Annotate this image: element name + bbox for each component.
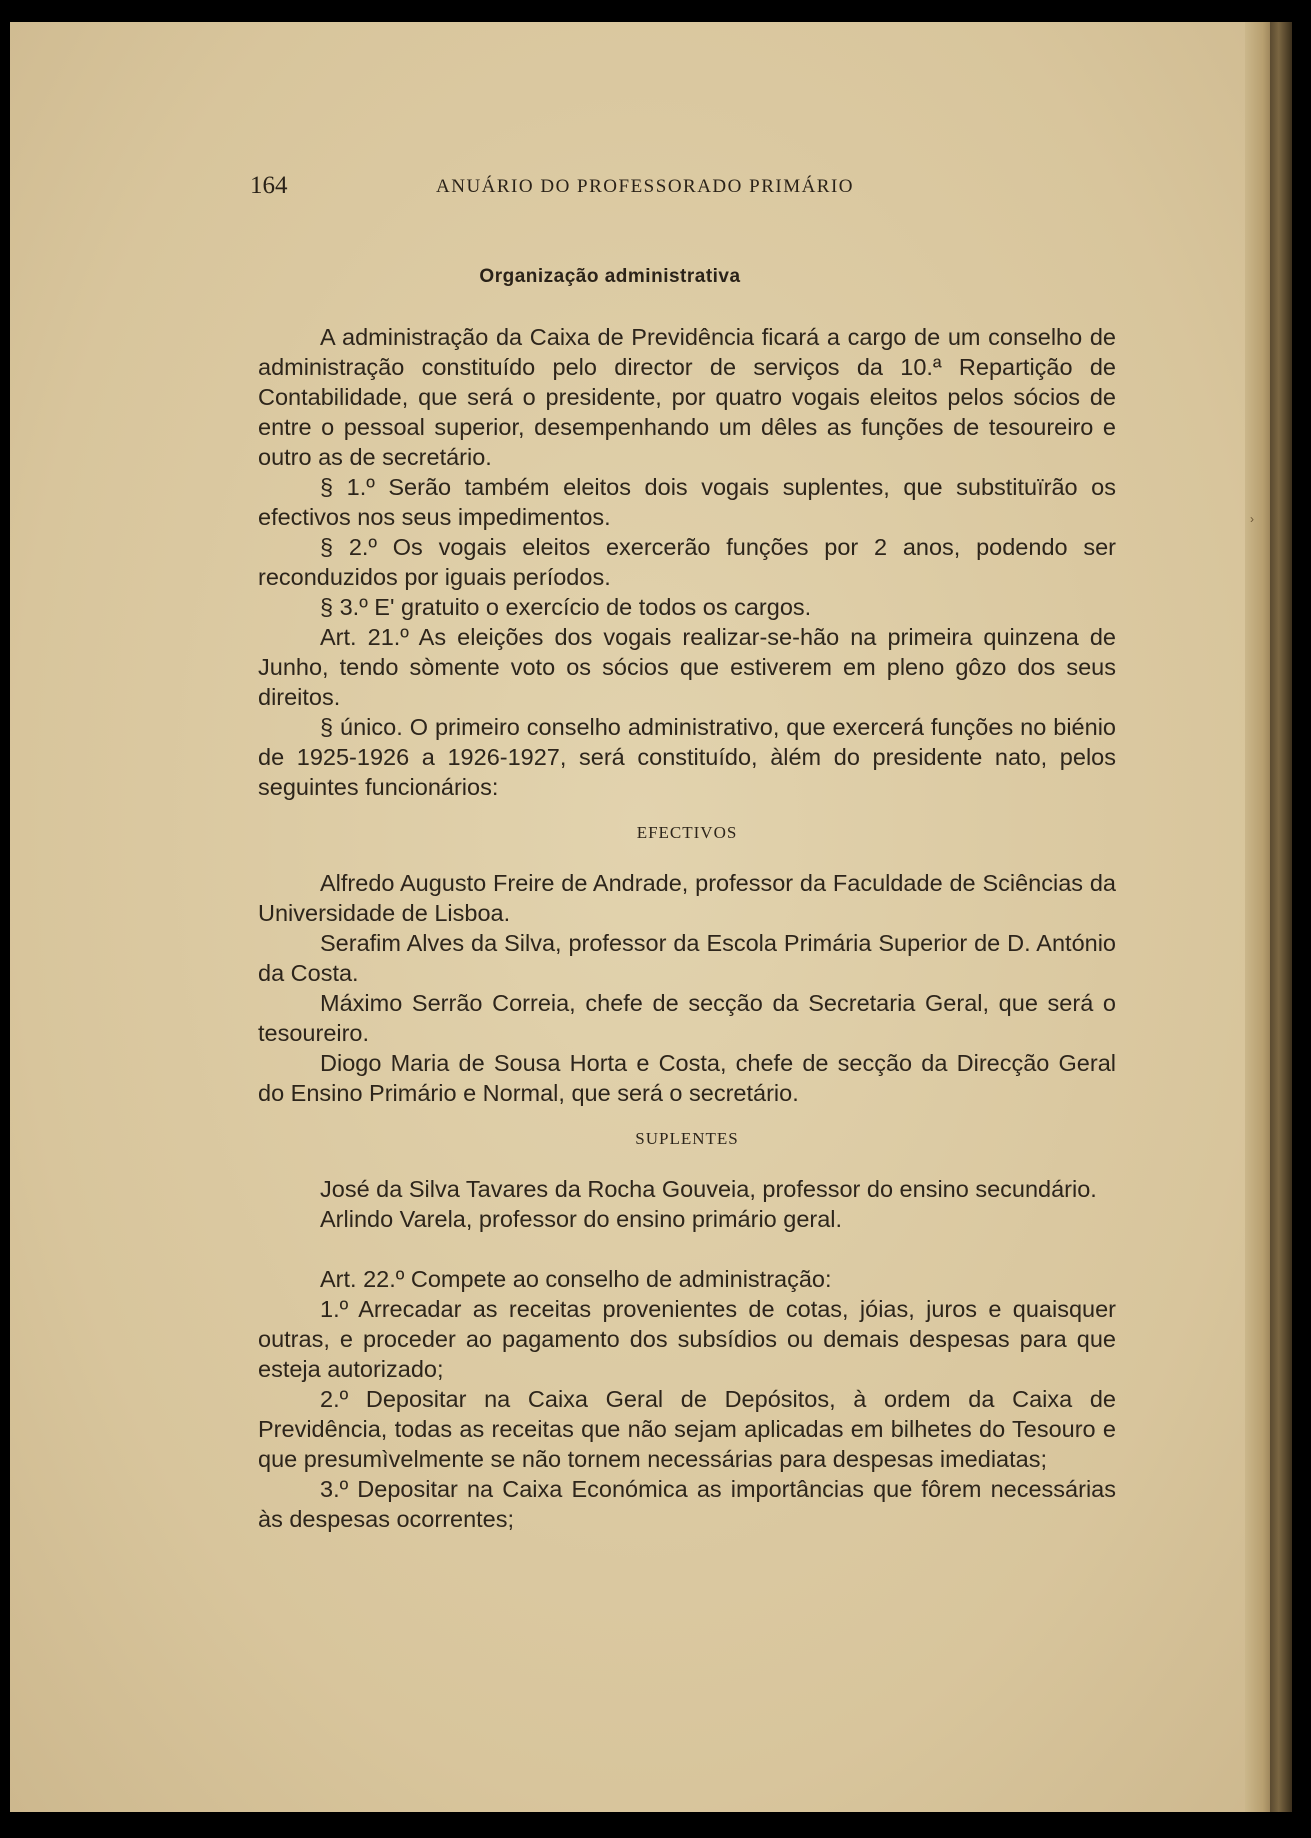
suplente-item: Arlindo Varela, professor do ensino primário geral. [320, 1206, 843, 1232]
section-heading: Organização administrativa [479, 266, 741, 287]
suplente-item: José da Silva Tavares da Rocha Gouveia, professor do ensino secundário. [320, 1176, 1097, 1202]
spacer [258, 1234, 1116, 1264]
paragraph-section-unico: § único. O primeiro conselho administrativo, que exercerá funções no biénio de 1925-1926 a 1926-1927, será constituído, àlém do presidente nato, pelos seguintes funcionários: [258, 714, 1116, 800]
efectivo-item: Diogo Maria de Sousa Horta e Costa, chefe de secção da Direcção Geral do Ensino Primário e Normal, que será o secretário. [258, 1050, 1116, 1106]
paragraph-administration: A administração da Caixa de Previdência ficará a cargo de um conselho de administração constituído pelo director de serviços da 10.ª Repartição de Contabilidade, que será o presidente, por quatro vogais eleitos pelos sócios de entre o pessoal superior, desempenhando um dêles as funções de tesoureiro e outro as de secretário. [258, 324, 1116, 470]
efectivo-item: Alfredo Augusto Freire de Andrade, professor da Faculdade de Sciências da Universidade de Lisboa. [258, 870, 1116, 926]
margin-mark: › [1250, 512, 1254, 526]
page-body [258, 322, 1116, 1534]
article-22-item: 3.º Depositar na Caixa Económica as importâncias que fôrem necessárias às despesas ocorrentes; [258, 1476, 1116, 1532]
efectivos-heading: EFECTIVOS [636, 823, 738, 842]
paragraph-section-2: § 2.º Os vogais eleitos exercerão funções por 2 anos, podendo ser reconduzidos por iguais períodos. [258, 534, 1116, 590]
paragraph-section-3: § 3.º E' gratuito o exercício de todos os cargos. [320, 594, 812, 620]
suplentes-heading: SUPLENTES [635, 1129, 739, 1148]
article-22-item: 1.º Arrecadar as receitas provenientes de cotas, jóias, juros e quaisquer outras, e proceder ao pagamento dos subsídios ou demais despesas para que esteja autorizado; [258, 1296, 1116, 1382]
paragraph-section-1: § 1.º Serão também eleitos dois vogais suplentes, que substituïrão os efectivos nos seus impedimentos. [258, 474, 1116, 530]
facing-page-edge [1270, 22, 1292, 1812]
efectivo-item: Serafim Alves da Silva, professor da Escola Primária Superior de D. António da Costa. [258, 930, 1116, 986]
paragraph-article-22: Art. 22.º Compete ao conselho de administração: [320, 1266, 832, 1292]
paragraph-article-21: Art. 21.º As eleições dos vogais realizar-se-hão na primeira quinzena de Junho, tendo sòmente voto os sócios que estiverem em pleno gôzo dos seus direitos. [258, 624, 1116, 710]
running-title: ANUÁRIO DO PROFESSORADO PRIMÁRIO [436, 176, 855, 197]
page-number: 164 [250, 172, 288, 199]
efectivo-item: Máximo Serrão Correia, chefe de secção da Secretaria Geral, que será o tesoureiro. [258, 990, 1116, 1046]
article-22-item: 2.º Depositar na Caixa Geral de Depósitos, à ordem da Caixa de Previdência, todas as receitas que não sejam aplicadas em bilhetes do Tesouro e que presumìvelmente se não tornem necessárias para despesas imediatas; [258, 1386, 1116, 1472]
